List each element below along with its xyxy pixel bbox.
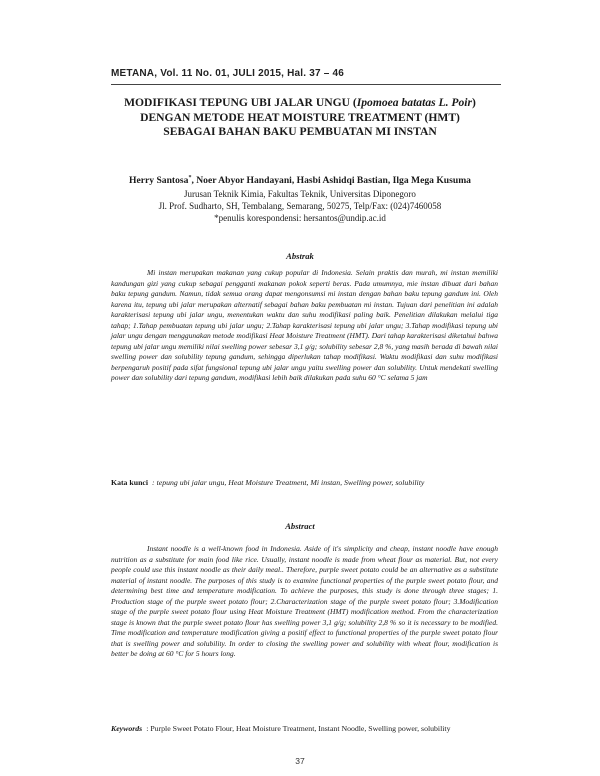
correspondence-email: *penulis korespondensi: hersantos@undip.ac.id (214, 213, 386, 223)
corresponding-mark: * (188, 174, 192, 181)
paper-title (60, 96, 540, 140)
abstract-en-body: Instant noodle is a well-known food in Indonesia. Aside of it's simplicity and cheap, instant noodle have enough nutrition as a substitute for main food like rice. Usually, instant noodle is made from wheat flour as material. But, not every people could use this instant noodle as their daily meal.. Therefore, purple sweet potato could be an alternative as a substitute material of instant noodle. The purposes of this study is to examine functional properties of the purple sweet potato flour, and determining best time and temperature modification. To achieve the purposes, this study is done through three stages; 1. Production stage of the purple sweet potato flour; 2.Characterization stage of the purple sweet potato flour; 3.Modification stage of the purple sweet potato flour using Heat Moisture Treatment (HMT) modification method. From the characterization stage is known that the purple sweet potato flour has swelling power 3,1 g/g; solubility 2,8 % so it is necessary to be modified. Time modification and temperature modification giving a positif effect to functional properties of the purple sweet potato flour that is swelling power and solubility. In order to closing the swelling power and solubility with wheat flour, modification is better be doing at 60 °C for 5 hours long. (111, 544, 498, 659)
abstract-id-heading: Abstrak (286, 251, 314, 261)
affiliation-department: Jurusan Teknik Kimia, Fakultas Teknik, Universitas Diponegoro (184, 189, 416, 199)
author-list (60, 175, 540, 187)
title-line-2: DENGAN METODE HEAT MOISTURE TREATMENT (HMT) (140, 110, 460, 124)
keywords-en-label: Keywords (111, 724, 143, 733)
keywords-id-label: Kata kunci (111, 478, 149, 487)
journal-header: METANA, Vol. 11 No. 01, JULI 2015, Hal. 37 – 46 (111, 68, 345, 79)
abstract-en-heading: Abstract (285, 521, 315, 531)
title-text: MODIFIKASI TEPUNG UBI JALAR UNGU ( (124, 96, 357, 109)
co-authors: , Noer Abyor Handayani, Hasbi Ashidqi Bastian, Ilga Mega Kusuma (191, 175, 471, 186)
keywords-id (111, 478, 498, 489)
page-number: 37 (295, 756, 305, 766)
abstract-id-body: Mi instan merupakan makanan yang cukup popular di Indonesia. Selain praktis dan murah, mi instan memiliki kandungan gizi yang cukup sebagai pengganti makanan pokok seperti beras. Pada umumnya, mie instan dibuat dari bahan baku tepung gandum. Namun, tidak semua orang dapat mengonsumsi mi instan dengan bahan baku tepung gandum ini. Oleh karena itu, tepung ubi jalar merupakan alternatif sebagai bahan baku pembuatan mi instan. Tujuan dari penelitian ini adalah karakterisasi tepung ubi jalar ungu, menentukan waktu dan suhu modifikasi paling baik. Penelitian dilakukan melalui tiga tahap; 1.Tahap pembuatan tepung ubi jalar ungu; 2.Tahap karakterisasi tepung ubi jalar ungu; 3.Tahap modifikasi tepung ubi jalar ungu dengan menggunakan metode modifikasi Heat Moisture Treatment (HMT). Dari tahap karakterisasi diketahui bahwa tepung ubi jalar ungu memiliki nilai swelling power sebesar 3,1 g/g; solubility sebesar 2,8 %, yang masih berada di bawah nilai swelling power dan solubility tepung gandum, sehingga diperlukan tahap modifikasi. Waktu modifikasi dan suhu modifikasi berpengaruh positif pada sifat fungsional tepung ubi jalar ungu yaitu swelling power dan solubility. Untuk mendekati swelling power dan solubility dari tepung gandum, modifikasi lebih baik dilakukan pada suhu 60 °C selama 5 jam (111, 268, 498, 383)
title-latin-name: Ipomoea batatas L. Poir (356, 96, 473, 109)
author-corresponding: Herry Santosa (129, 175, 189, 186)
header-divider (111, 84, 501, 85)
title-text: ) (472, 96, 476, 109)
keywords-id-text: : tepung ubi jalar ungu, Heat Moisture Treatment, Mi instan, Swelling power, solubility (152, 478, 425, 487)
title-line-3: SEBAGAI BAHAN BAKU PEMBUATAN MI INSTAN (163, 125, 437, 138)
title-line-1 (60, 96, 540, 111)
keywords-en-text: : Purple Sweet Potato Flour, Heat Moisture Treatment, Instant Noodle, Swelling power, solubility (146, 724, 451, 733)
affiliation-address: Jl. Prof. Sudharto, SH, Tembalang, Semarang, 50275, Telp/Fax: (024)7460058 (158, 201, 442, 211)
keywords-en (111, 724, 498, 735)
affiliation-block (60, 188, 540, 224)
